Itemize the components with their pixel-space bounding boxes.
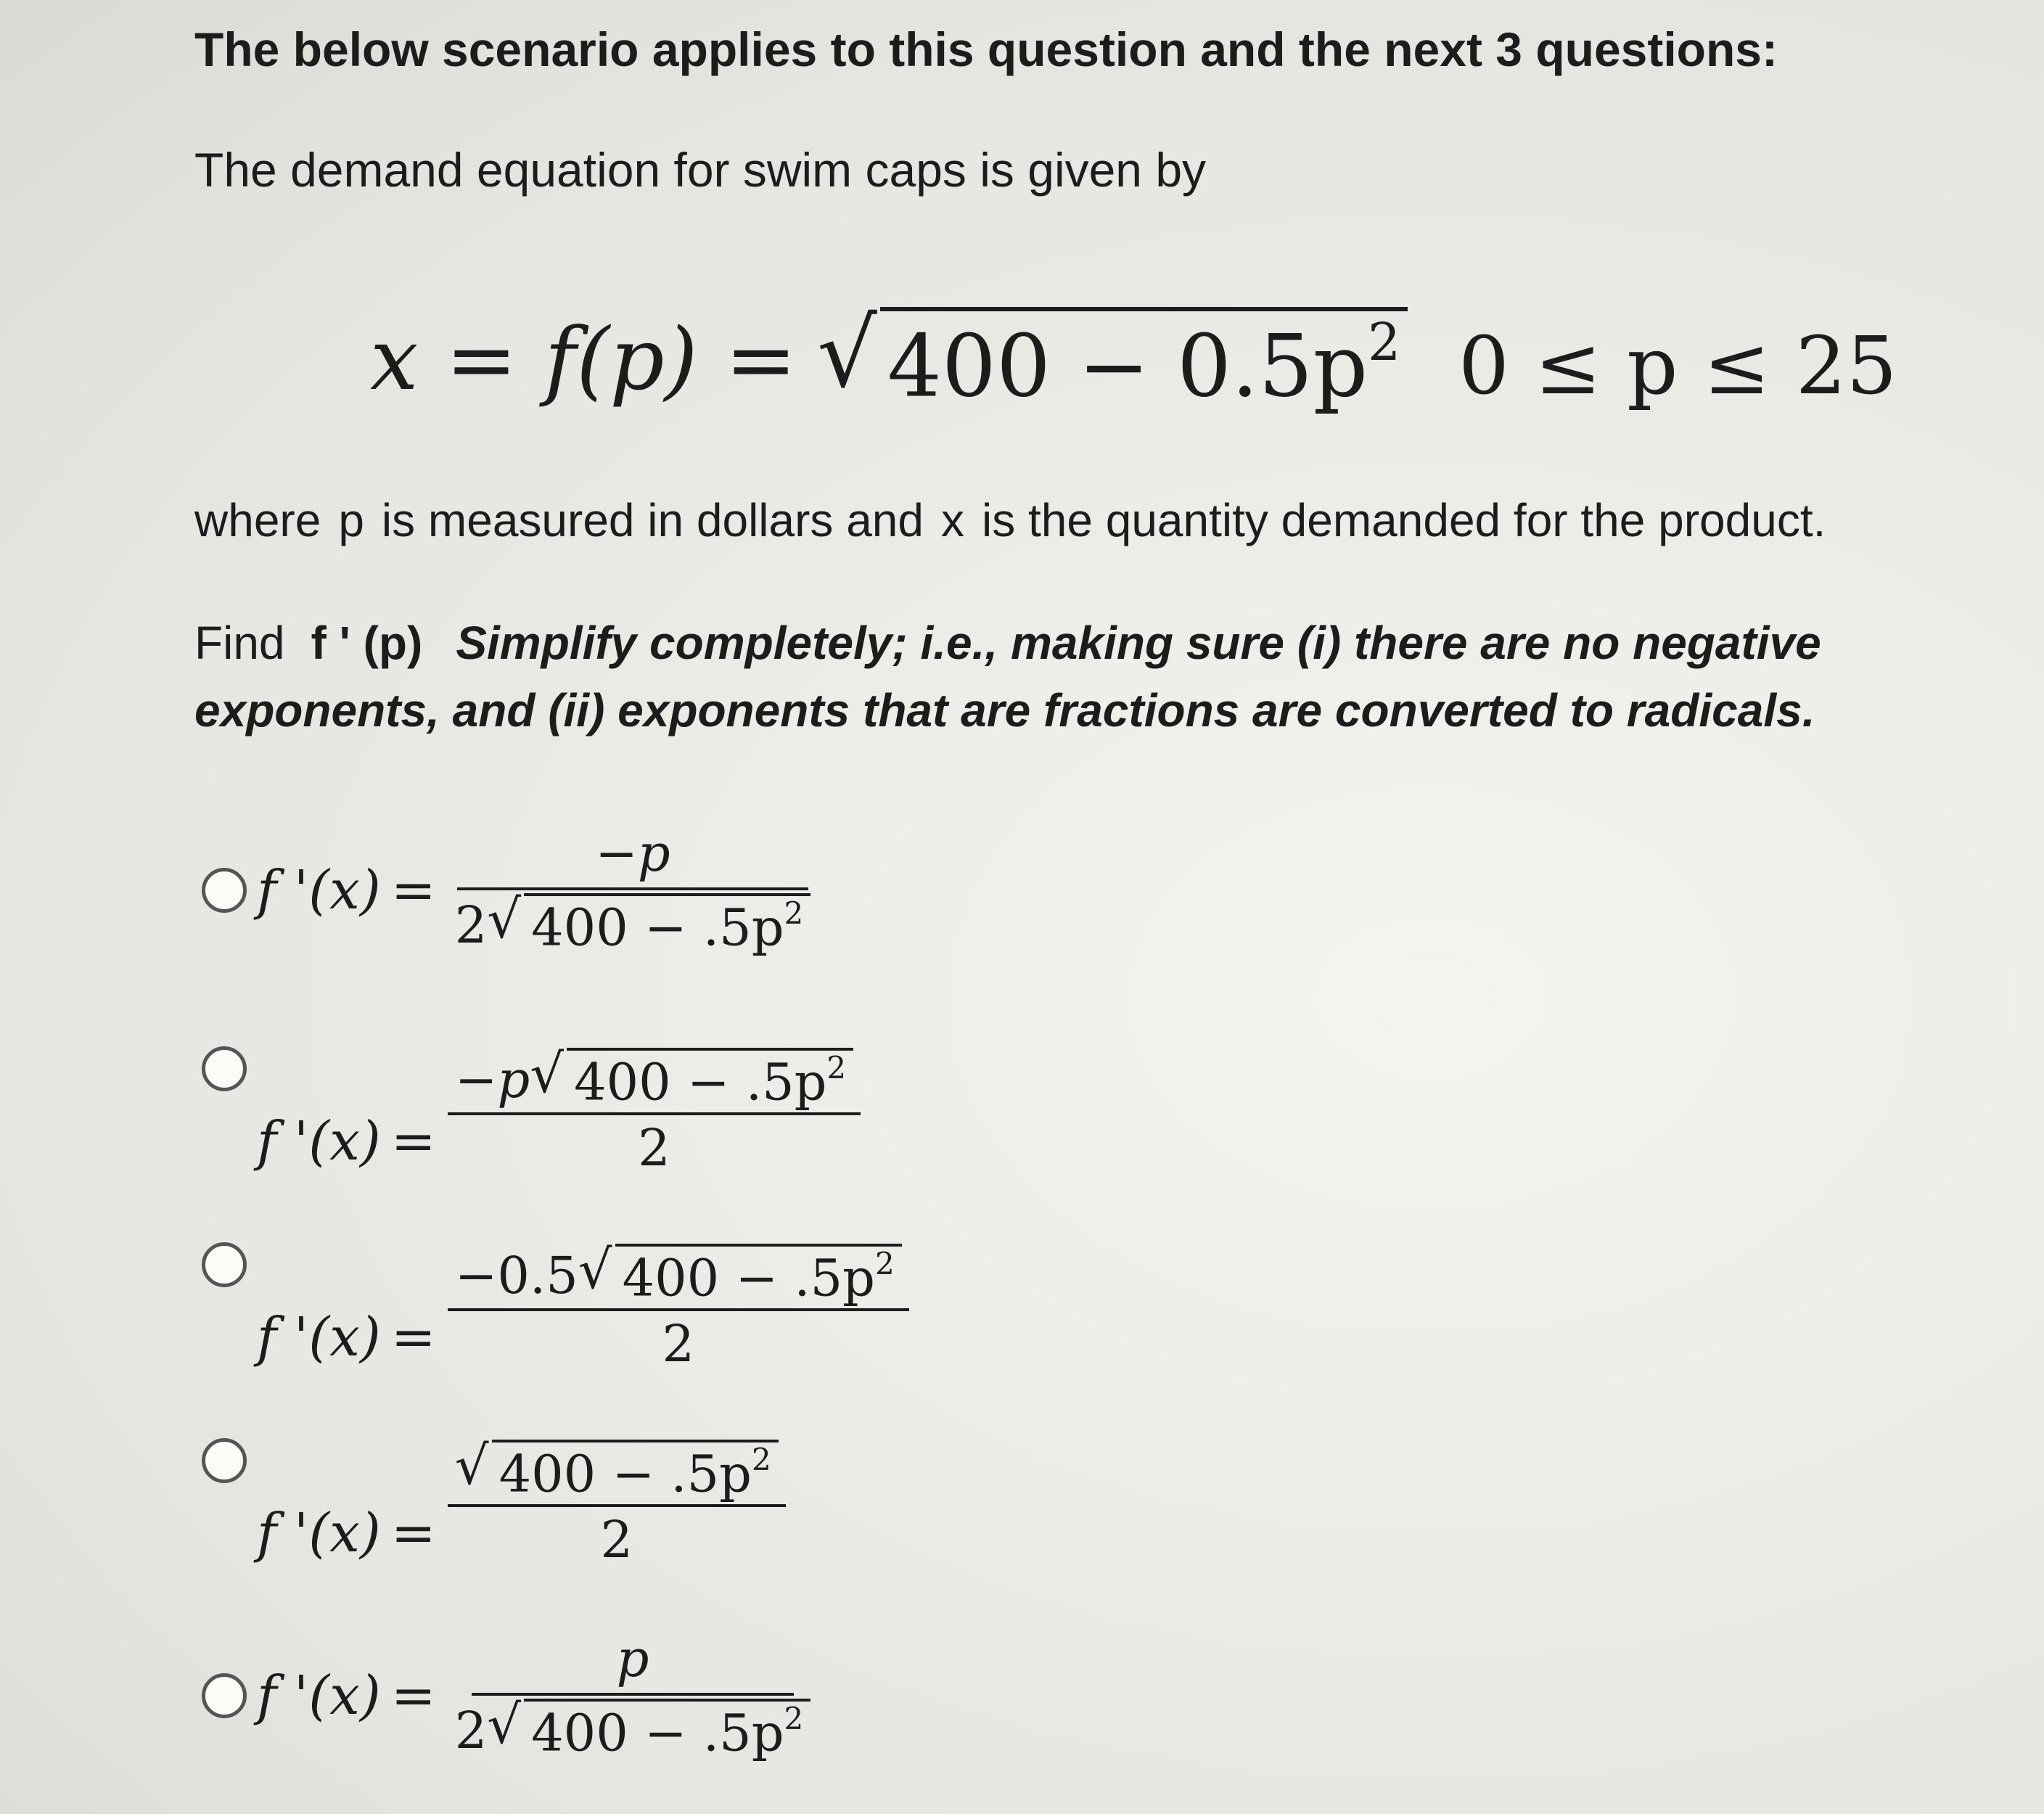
where-text-3: is the quantity demanded for the product. (981, 494, 1826, 546)
option-fraction (448, 1629, 818, 1763)
fraction-denominator: 2 √ $400 - .5p^2$ (448, 890, 818, 958)
where-text-1: where (194, 494, 321, 546)
fraction-denominator: 2 (638, 1117, 670, 1178)
radio-button[interactable] (202, 1438, 247, 1483)
scenario-heading: The below scenario applies to this question and the next 3 questions: (194, 22, 1778, 76)
find-instruction (194, 610, 1863, 744)
radical-sign: √ (817, 298, 877, 409)
option-equals: = (390, 1306, 436, 1369)
fraction-denominator: 2 (600, 1509, 633, 1569)
radical-sign: √ (530, 1043, 565, 1105)
where-var-x: x (940, 494, 964, 546)
radio-button[interactable] (202, 1673, 247, 1718)
answer-option-2[interactable] (202, 1045, 861, 1181)
fraction-numerator: −0.5 √ $400 - .5p^2$ (448, 1241, 909, 1311)
fraction-numerator: −p √ $400 - .5p^2$ (448, 1045, 861, 1115)
option-lhs: f '(x) (257, 859, 381, 922)
option-lhs: f '(x) (257, 1502, 381, 1565)
option-equals: = (390, 1110, 436, 1173)
option-fraction (448, 1437, 786, 1572)
intro-text: The demand equation for swim caps is given by (194, 143, 1207, 197)
option-fraction (448, 824, 818, 958)
simplify-instruction: Simplify completely; i.e., making sure (i) there are no negative exponents, and (ii) exponents that are fractions are converted to radicals. (194, 617, 1821, 736)
option-equals: = (390, 1665, 436, 1728)
option-lhs: f '(x) (257, 1306, 381, 1369)
option-lhs: f '(x) (257, 1110, 381, 1173)
variable-description (194, 493, 1826, 547)
find-label: Find (194, 617, 285, 669)
where-text-2: is measured in dollars and (381, 494, 924, 546)
option-equals: = (390, 859, 436, 922)
where-var-p: p (338, 494, 364, 546)
equation-lhs: x = f(p) = (370, 309, 797, 409)
option-fraction (448, 1045, 861, 1181)
answer-option-4[interactable] (202, 1437, 786, 1572)
fraction-numerator: √ $400 - .5p^2$ (448, 1437, 786, 1507)
equation-exponent: 2 (1368, 311, 1401, 372)
answer-option-5[interactable] (202, 1629, 818, 1763)
radical-sign: √ (454, 1435, 489, 1497)
option-lhs: f '(x) (257, 1665, 381, 1728)
option-equals: = (390, 1502, 436, 1565)
radical-sign: √ (578, 1239, 612, 1301)
fraction-numerator: −p (457, 824, 808, 890)
radio-button[interactable] (202, 868, 247, 913)
answer-option-1[interactable] (202, 824, 818, 958)
radical-sign: √ (487, 1694, 522, 1756)
demand-equation (370, 294, 1408, 424)
equation-radicand: 400 − 0.5p (887, 316, 1368, 416)
radical-sign: √ (487, 889, 522, 951)
fraction-numerator: p (472, 1629, 795, 1696)
answer-option-3[interactable] (202, 1241, 909, 1376)
find-derivative: f ' (p) (311, 617, 423, 669)
fraction-denominator: 2 (662, 1313, 694, 1374)
equation-radical (817, 298, 1408, 416)
radio-button[interactable] (202, 1046, 247, 1091)
domain-condition: 0 ≤ p ≤ 25 (1458, 319, 1897, 412)
fraction-denominator: 2 √ $400 - .5p^2$ (448, 1696, 818, 1763)
option-fraction (448, 1241, 909, 1376)
radio-button[interactable] (202, 1242, 247, 1287)
